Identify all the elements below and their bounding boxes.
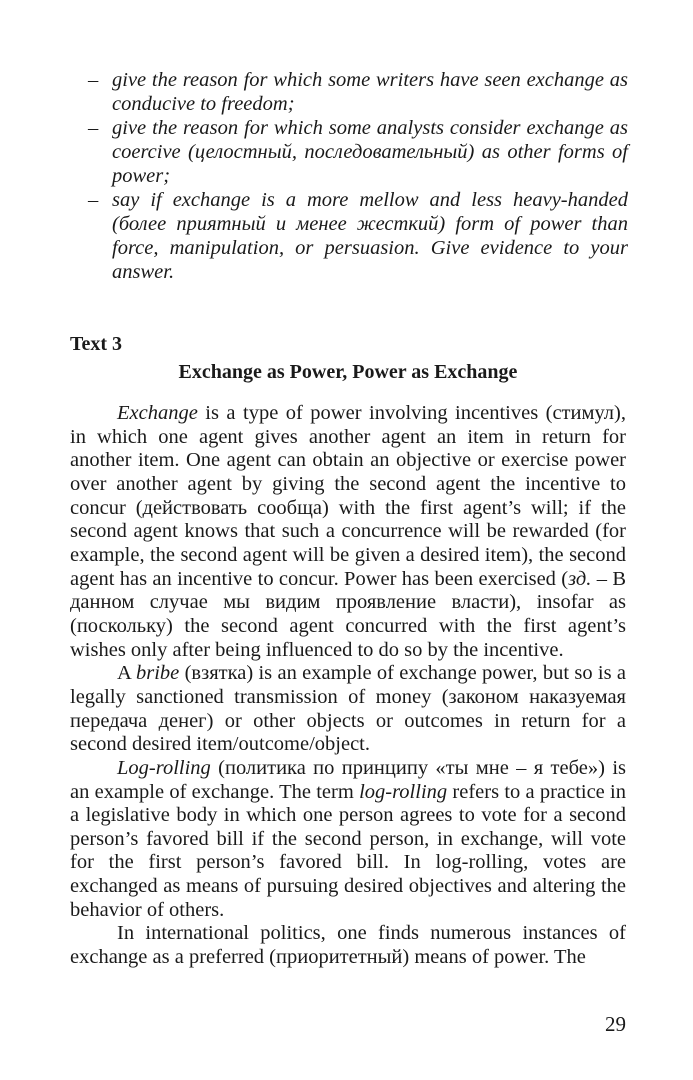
term: Log-rolling bbox=[117, 756, 211, 779]
dash-marker: – bbox=[88, 189, 99, 211]
paragraph-text: A bbox=[117, 662, 136, 685]
term: Exchange bbox=[117, 402, 198, 424]
note-abbrev: зд. bbox=[568, 567, 592, 590]
dash-marker: – bbox=[88, 69, 99, 91]
paragraph-text: refers to a practice in a legislative body in which one person agrees to vote for a second person’s favored bill if the second person, in exchange, will vote for the first person’s favored bill. In log-rolling, votes are exchanged as means of pursuing desired objectives and altering the behavior of others. bbox=[70, 780, 626, 921]
body-text bbox=[70, 402, 626, 970]
term: log-rolling bbox=[359, 780, 448, 803]
task-item bbox=[88, 68, 628, 116]
task-item bbox=[88, 188, 628, 284]
paragraph-text: In international politics, one finds numerous instances of exchange as a preferred (приоритетный) means of power. The bbox=[70, 922, 626, 969]
page-number: 29 bbox=[605, 1012, 626, 1036]
paragraph bbox=[70, 922, 626, 969]
paragraph-text: is a type of power involving incentives (стимул), in which one agent gives another agent an item in return for another item. One agent can obtain an objective or exercise power over another agent by giving the second agent the incentive to concur (действовать сообща) with the first agent’s will; if the second agent knows that such a concurrence will be rewarded (for example, the second agent will be given a desired item), the second agent has an incentive to concur. Power has been exercised ( bbox=[70, 402, 626, 590]
task-item bbox=[88, 116, 628, 188]
section-label: Text 3 bbox=[70, 333, 123, 355]
paragraph bbox=[70, 662, 626, 757]
paragraph-text: – В данном случае мы видим проявление власти), insofar as (поскольку) the second agent concurred with the first agent’s wishes only after being influenced to do so by the incentive. bbox=[70, 567, 626, 661]
task-text: say if exchange is a more mellow and less heavy-handed (более приятный и менее жесткий) form of power than force, manipulation, or persuasion. Give evidence to your answer. bbox=[112, 189, 628, 283]
term: bribe bbox=[136, 662, 180, 685]
task-text: give the reason for which some writers have seen exchange as conducive to freedom; bbox=[112, 69, 628, 115]
paragraph-text: (взятка) is an example of exchange power, but so is a legally sanctioned transmission of money (законом наказуемая передача денег) or other objects or outcomes in return for a second desired item/outcome/object. bbox=[70, 662, 626, 756]
paragraph bbox=[70, 757, 626, 923]
task-text: give the reason for which some analysts consider exchange as coercive (целостный, последовательный) as other forms of power; bbox=[112, 117, 628, 187]
paragraph-text: (политика по принципу «ты мне – я тебе») is an example of exchange. The term bbox=[70, 756, 626, 803]
paragraph bbox=[70, 402, 626, 662]
task-list bbox=[88, 68, 628, 284]
dash-marker: – bbox=[88, 117, 99, 139]
text-title: Exchange as Power, Power as Exchange bbox=[178, 361, 518, 383]
